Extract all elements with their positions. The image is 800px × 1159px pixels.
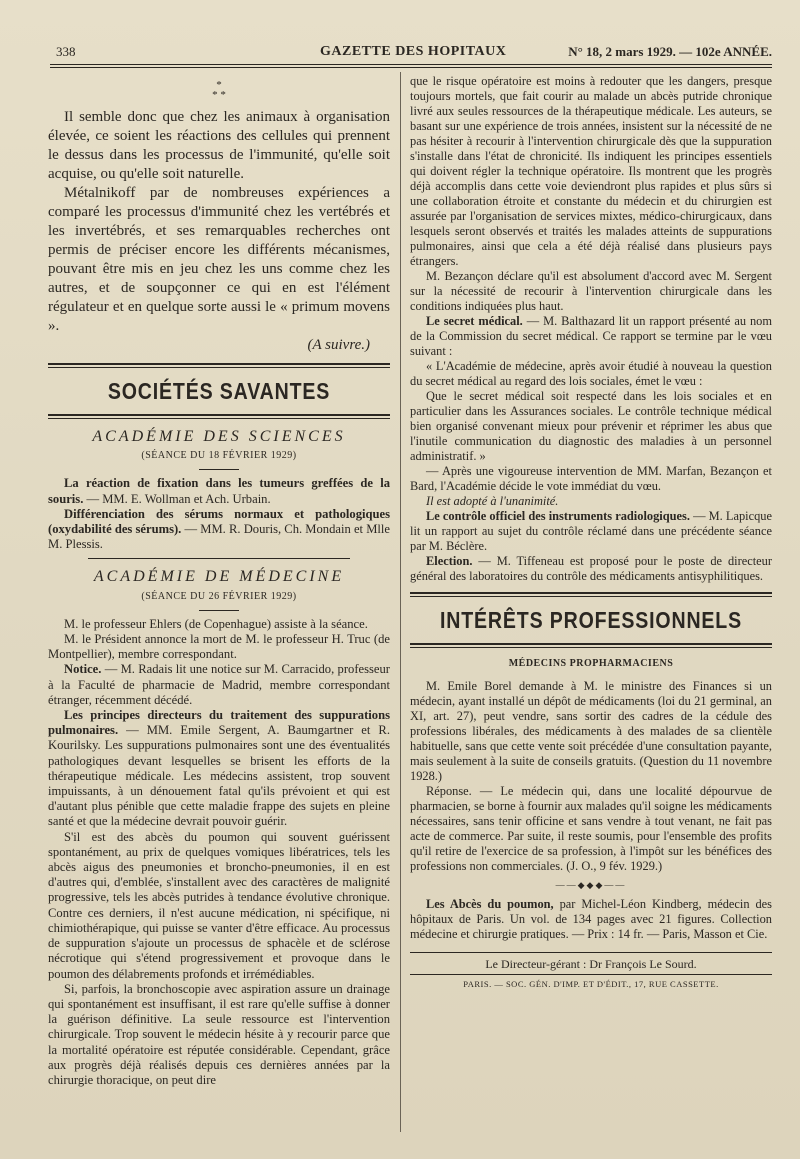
issue-info: N° 18, 2 mars 1929. — 102e ANNÉE. xyxy=(568,44,772,59)
director-line: Le Directeur-gérant : Dr François Le Sourd. xyxy=(485,957,697,971)
divider xyxy=(88,558,350,559)
printer-line: PARIS. — SOC. GÉN. D'IMP. ET D'ÉDIT., 17, RUE CASSETTE. xyxy=(410,974,772,992)
section-rule xyxy=(410,643,772,648)
section-title-interets: INTÉRÊTS PROFESSIONNELS xyxy=(440,607,742,633)
paragraph-notice: Notice. — M. Radais lit une notice sur M. Carracido, professeur à la Faculté de pharmacie de Madrid, membre correspondant étranger, récemment décédé. xyxy=(48,662,390,707)
academy-sciences-heading: ACADÉMIE DES SCIENCES xyxy=(92,428,346,445)
header-rule xyxy=(50,64,772,68)
imprint-footer xyxy=(410,952,772,992)
section-rule xyxy=(48,363,390,368)
seance-date-2: (SÉANCE DU 26 FÉVRIER 1929) xyxy=(141,590,297,602)
journal-title: GAZETTE DES HOPITAUX xyxy=(320,44,507,59)
paragraph-president: M. le Président annonce la mort de M. le professeur H. Truc (de Montpellier), membre correspondant. xyxy=(48,632,390,662)
page-header xyxy=(50,44,772,66)
to-be-continued: (A suivre.) xyxy=(307,337,370,353)
paragraph-borel: M. Emile Borel demande à M. le ministre des Finances si un médecin, ayant installé un dépôt de médicaments (loi du 21 germinal, an XI, art. 27), peut vendre, sans sortir des cadres de la cédule des professions libérales, des médicaments à des malades de sa clientèle habituelle, sans que cette vente soit précédée d'une consultation payante, mais seulement à la suite de conseils gratuits. (Question du 11 novembre 1928.) xyxy=(410,679,772,783)
paragraph-continuation: que le risque opératoire est moins à redouter que les dangers, presque toujours mortels, que fait courir au malade un abcès putride chronique livré aux seules ressources de la thérapeutique médicale. Les auteurs, se basant sur une expérience de trois années, insistent sur la nécessité de ne pas hésiter à recourir à l'intervention chirurgicale dès que la suppuration s'installe dans l'état de chronicité. Ils indiquent les principes essentiels qui doivent régler la technique opératoire. Ils montrent que les progrès déjà accomplis dans cette voie deviendront plus rapides et plus sûrs si une collaboration étroite et constante du médecin et du chirurgien est assurée par l'organisation de services mixtes, médico-chirurgicaux, dans lesquels seront observés et traités les malades atteints de suppurations pulmonaires, ainsi que cela a été déjà réalisé dans plusieurs pays étrangers. xyxy=(410,74,772,268)
paragraph-radiologiques: Le contrôle officiel des instruments radiologiques. — M. Lapicque lit un rapport au sujet du contrôle réclamé dans une précédente séance par M. Béclère. xyxy=(410,509,772,553)
voeu-paragraph-2: Que le secret médical soit respecté dans les lois sociales et en particulier dans les Assurances sociales. Le contrôle technique médical bien organisé convenant mieux pour prévenir et réprimer les abus que l'inutile communication du diagnostic des maladies à un personnel administratif. » xyxy=(410,389,772,463)
adopted-line: Il est adopté à l'unanimité. xyxy=(426,494,559,508)
subheading-propharmaciens: MÉDECINS PROPHARMACIENS xyxy=(508,658,674,669)
short-rule xyxy=(199,610,239,611)
section-title-societes: SOCIÉTÉS SAVANTES xyxy=(107,378,331,404)
book-notice: Les Abcès du poumon, par Michel-Léon Kindberg, médecin des hôpitaux de Paris. Un vol. de 134 pages avec 21 figures. Collection médecine et chirurgie pratiques. — Prix : 14 fr. — Paris, Masson et Cie. xyxy=(410,897,772,941)
paragraph-ehlers: M. le professeur Ehlers (de Copenhague) assiste à la séance. xyxy=(64,616,368,631)
paragraph-secret-medical: Le secret médical. — M. Balthazard lit un rapport présenté au nom de la Commission du secret médical. Ce rapport se termine par le vœu suivant : xyxy=(410,314,772,358)
column-divider xyxy=(400,72,401,1132)
page-number: 338 xyxy=(56,44,76,59)
academy-medecine-heading: ACADÉMIE DE MÉDECINE xyxy=(93,568,345,586)
item-differenciation-serums: Différenciation des sérums normaux et pathologiques (oxydabilité des sérums). — MM. R. Douris, Ch. Mondain et Mlle M. Plessis. xyxy=(48,506,391,552)
paragraph-election: Election. — M. Tiffeneau est proposé pour le poste de directeur général des laboratoires du contrôle des médicaments antisyphilitiques. xyxy=(410,554,772,583)
fleuron-divider: ——◆◆◆—— xyxy=(555,880,627,890)
paragraph-reponse: Réponse. — Le médecin qui, dans une localité dépourvue de pharmacien, se borne à fournir aux malades qu'il soigne les médicaments nécessaires, sans tenir officine et sans vendre à tout venant, ne fait pas acte de commerce. Par suite, il reste soumis, pour l'ensemble des profits qu'il retire de l'exercice de sa profession, à l'impôt sur les bénéfices des professions non commerciales. (J. O., 9 fév. 1929.) xyxy=(410,784,772,873)
intro-paragraph-2: Métalnikoff par de nombreuses expériences a comparé les processus d'immunité chez les vertébrés et les invertébrés, et ses remarquables recherches ont permis de préciser encore les différents mécanismes, pouvant être mis en jeu chez les uns comme chez les autres, et de soupçonner ce qui en est l'élément régulateur et en quelque sorte aussi le « primum movens ». xyxy=(48,185,390,334)
asterism: * * * xyxy=(212,79,226,101)
right-column xyxy=(410,74,772,992)
left-column xyxy=(48,74,390,1088)
short-rule xyxy=(199,469,239,470)
paragraph-bronchoscopie: Si, parfois, la bronchoscopie avec aspiration assure un drainage qui spontanément est insuffisant, il est rare qu'elle suffise à donner la guérison définitive. La seule ressource est l'intervention chirurgicale. Trop souvent le médecin hésite à y recourir parce que la mortalité opératoire est réputée considérable. Cependant, grâce aux progrès déjà réalisés depuis ces dernières années par la chirurgie thoracique, on peut dire xyxy=(48,981,390,1087)
paragraph-abces: S'il est des abcès du poumon qui souvent guérissent spontanément, au prix de quelques vomiques libératrices, tels les abcès aigus des pneumonies et broncho-pneumonies, il en est d'autres qui, d'emblée, s'installent avec des caractères de malignité progressive, tels les abcès putrides à tendance évolutive chronique. Contre ces derniers, il n'est aucune médication, ni spécifique, ni chimiothérapique, qui puisse se vanter d'être efficace. Au processus de suppuration s'ajoute un processus de sphacèle et de sclérose nécrotique qui s'étend progressivement et provoque dans le poumon des délabrements profonds et irrémédiables. xyxy=(48,829,390,981)
section-rule xyxy=(410,592,772,597)
paragraph-bezancon: M. Bezançon déclare qu'il est absolument d'accord avec M. Sergent sur la nécessité de recourir à l'intervention chirurgicale dans les conditions indiquées plus haut. xyxy=(410,269,772,313)
intro-paragraph-1: Il semble donc que chez les animaux à organisation élevée, ce soient les réactions des cellules qui prennent le dessus dans les processus de l'immunité, qu'elle soit acquise, ou qu'elle soit naturelle. xyxy=(48,109,390,182)
section-rule xyxy=(48,414,390,419)
seance-date-1: (SÉANCE DU 18 FÉVRIER 1929) xyxy=(141,450,297,462)
paragraph-suppurations: Les principes directeurs du traitement des suppurations pulmonaires. — MM. Emile Sergent, A. Baumgartner et R. Kourilsky. Les suppurations pulmonaires sont une des éventualités pathologiques devant lesquelles se brisent les efforts de la thérapeutique médicale. Les médecins assistent, trop souvent impuissants, à un dénouement fatal qu'ils prévoient et qui est d'autant plus pénible que cette maladie frappe des sujets en pleine santé et que la médecine devrait pouvoir guérir. xyxy=(48,708,390,829)
voeu-paragraph-3: — Après une vigoureuse intervention de MM. Marfan, Bezançon et Bard, l'Académie décide le vote immédiat du vœu. xyxy=(410,464,772,493)
voeu-paragraph-1: « L'Académie de médecine, après avoir étudié à nouveau la question du secret médical au regard des lois sociales, émet le vœu : xyxy=(410,359,772,388)
item-reaction-fixation: La réaction de fixation dans les tumeurs greffées de la souris. — MM. E. Wollman et Ach. Urbain. xyxy=(48,476,390,506)
